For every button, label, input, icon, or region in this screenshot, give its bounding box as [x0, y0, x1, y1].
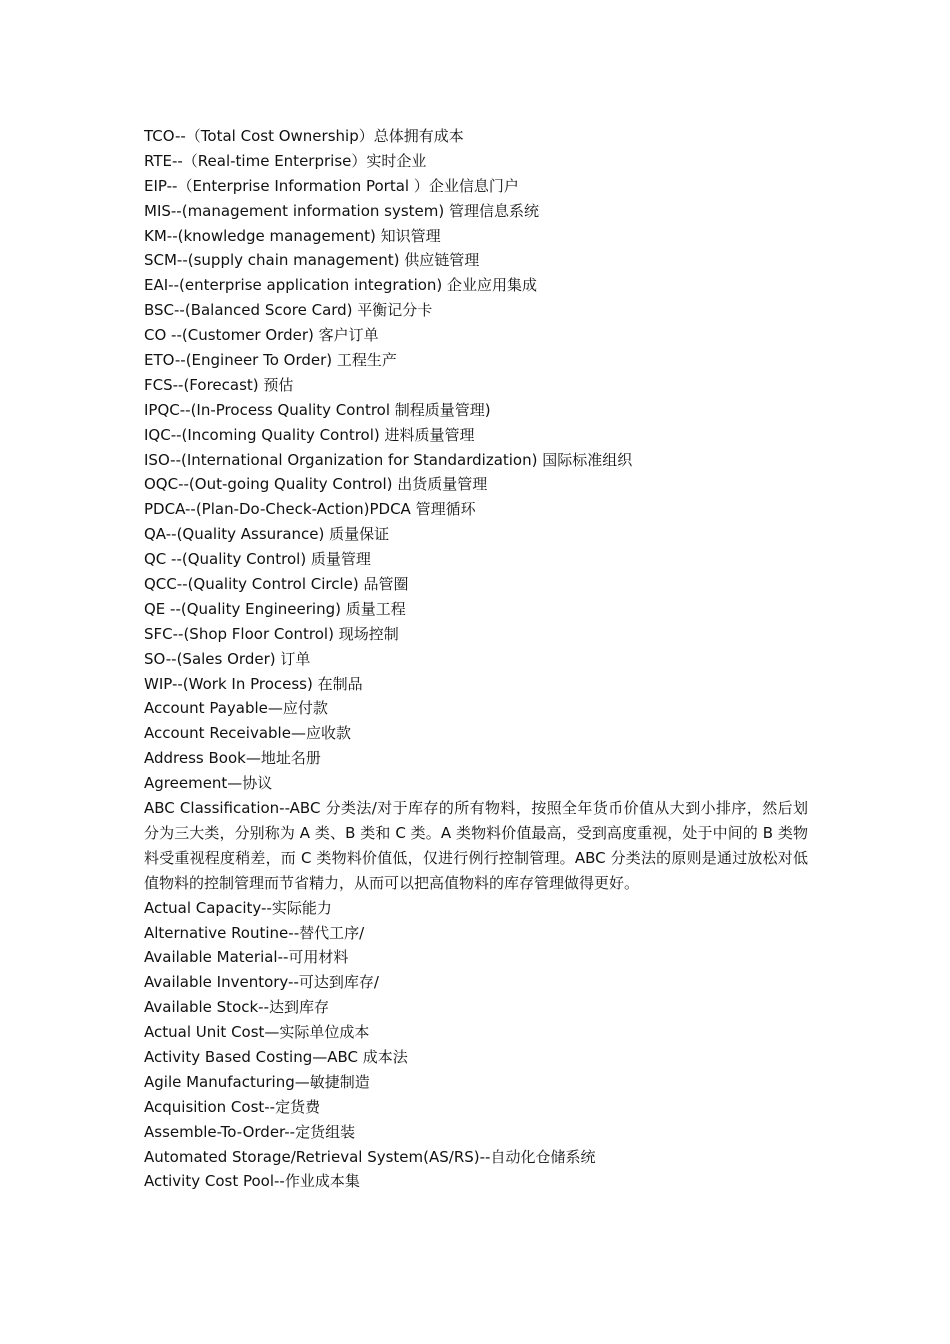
- term-line: Actual Capacity--实际能力: [144, 898, 332, 917]
- document-body: [144, 124, 808, 1194]
- term-line: ISO--(International Organization for Standardization) 国际标准组织: [144, 450, 633, 469]
- term-line: Agile Manufacturing—敏捷制造: [144, 1072, 370, 1091]
- term-line: IPQC--(In-Process Quality Control 制程质量管理): [144, 400, 491, 419]
- term-line: Actual Unit Cost—实际单位成本: [144, 1023, 370, 1042]
- term-line: Acquisition Cost--定货费: [144, 1097, 321, 1116]
- term-line: WIP--(Work In Process) 在制品: [144, 674, 363, 693]
- term-line: Account Receivable—应收款: [144, 724, 351, 743]
- term-line: SO--(Sales Order) 订单: [144, 649, 311, 668]
- term-line: Available Material--可用材料: [144, 948, 349, 967]
- term-line: Activity Cost Pool--作业成本集: [144, 1172, 360, 1191]
- term-line: MIS--(management information system) 管理信息系统: [144, 201, 540, 220]
- term-line: EIP--（Enterprise Information Portal ）企业信息门户: [144, 176, 519, 195]
- term-line: PDCA--(Plan-Do-Check-Action)PDCA 管理循环: [144, 500, 476, 519]
- term-line: FCS--(Forecast) 预估: [144, 375, 294, 394]
- term-line: CO --(Customer Order) 客户订单: [144, 326, 379, 345]
- term-line: Assemble-To-Order--定货组装: [144, 1122, 356, 1141]
- term-line: KM--(knowledge management) 知识管理: [144, 226, 441, 245]
- term-line: IQC--(Incoming Quality Control) 进料质量管理: [144, 425, 475, 444]
- term-line: SFC--(Shop Floor Control) 现场控制: [144, 624, 399, 643]
- term-line: Automated Storage/Retrieval System(AS/RS)--自动化仓储系统: [144, 1147, 596, 1166]
- term-line: QC --(Quality Control) 质量管理: [144, 550, 371, 569]
- term-line: Account Payable—应付款: [144, 699, 328, 718]
- term-line: TCO--（Total Cost Ownership）总体拥有成本: [144, 127, 464, 145]
- term-line: BSC--(Balanced Score Card) 平衡记分卡: [144, 301, 433, 320]
- term-line: Address Book—地址名册: [144, 749, 321, 768]
- term-line: Activity Based Costing—ABC 成本法: [144, 1048, 408, 1067]
- term-line: Available Stock--达到库存: [144, 998, 330, 1017]
- abc-classification-paragraph: ABC Classification--ABC 分类法/对于库存的所有物料，按照全年货币价值从大到小排序，然后划分为三大类，分别称为 A 类、B 类和 C 类。A 类物料价值最高，受到高度重视，处于中间的 B 类物料受重视程度稍差，而 C 类物料价值低，仅进行例行控制管理。ABC 分类法的原则是通过放松对低值物料的控制管理而节省精力，从而可以把高值物料的库存管理做得更好。: [144, 799, 808, 892]
- term-line: QE --(Quality Engineering) 质量工程: [144, 599, 406, 618]
- term-line: EAI--(enterprise application integration) 企业应用集成: [144, 276, 538, 295]
- term-line: Agreement—协议: [144, 774, 273, 793]
- term-line: QCC--(Quality Control Circle) 品管圈: [144, 575, 409, 594]
- term-line: ETO--(Engineer To Order) 工程生产: [144, 351, 397, 370]
- term-line: QA--(Quality Assurance) 质量保证: [144, 525, 390, 544]
- term-line: OQC--(Out-going Quality Control) 出货质量管理: [144, 475, 488, 494]
- term-line: Available Inventory--可达到库存/: [144, 973, 379, 992]
- term-line: RTE--（Real-time Enterprise）实时企业: [144, 151, 427, 170]
- term-line: Alternative Routine--替代工序/: [144, 923, 365, 942]
- term-line: SCM--(supply chain management) 供应链管理: [144, 251, 480, 270]
